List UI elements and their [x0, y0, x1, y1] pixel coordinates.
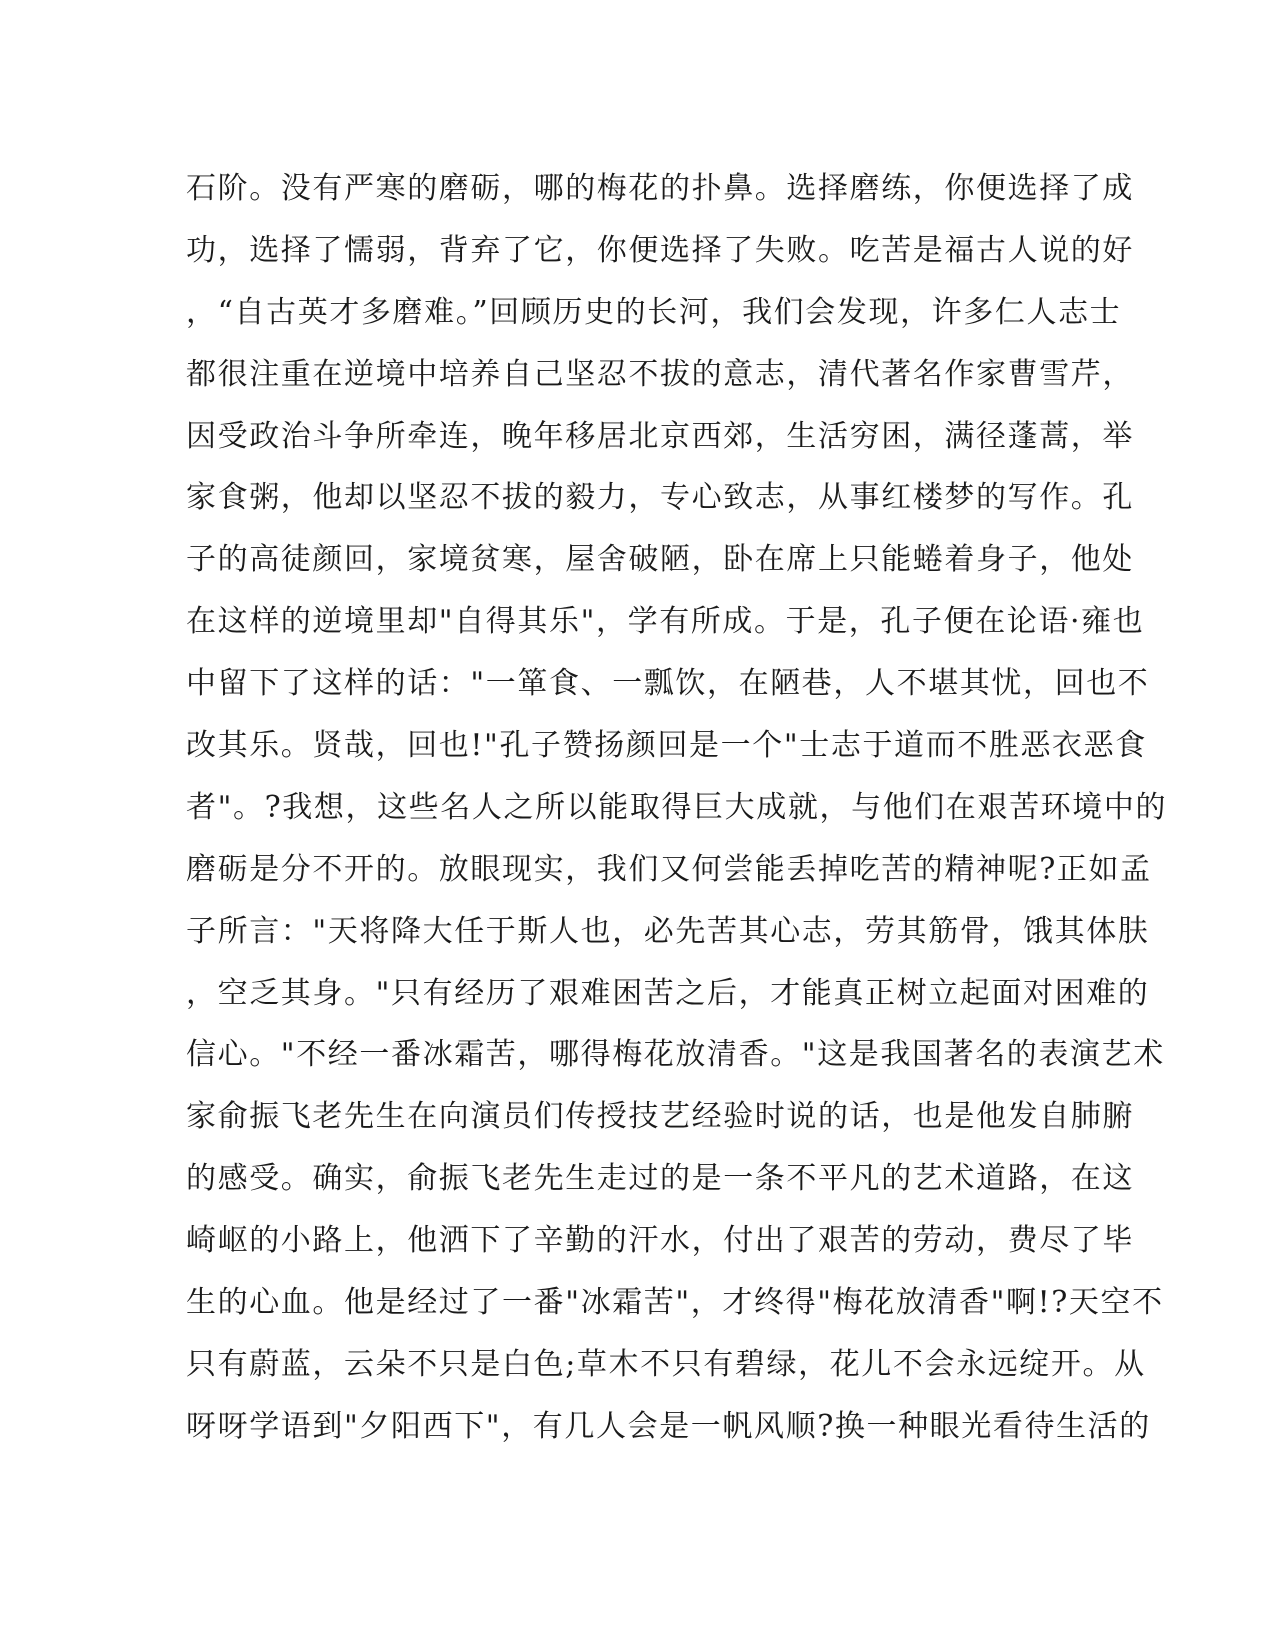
text-line: 都很注重在逆境中培养自己坚忍不拔的意志，清代著名作家曹雪芹， — [186, 356, 1134, 392]
text-line: ，“自古英才多磨难。”回顾历史的长河，我们会发现，许多仁人志士 — [186, 294, 1122, 330]
text-line: 在这样的逆境里却"自得其乐"，学有所成。于是，孔子便在论语·雍也 — [186, 604, 1145, 640]
text-line: 崎岖的小路上，他洒下了辛勤的汗水，付出了艰苦的劳动，费尽了毕 — [186, 1223, 1134, 1259]
text-line: 改其乐。贤哉，回也!"孔子赞扬颜回是一个"士志于道而不胜恶衣恶食 — [186, 728, 1147, 764]
body-text — [186, 158, 1168, 1458]
text-line: 家食粥，他却以坚忍不拔的毅力，专心致志，从事红楼梦的写作。孔 — [186, 480, 1134, 516]
text-line: 石阶。没有严寒的磨砺，哪的梅花的扑鼻。选择磨练，你便选择了成 — [186, 171, 1134, 206]
text-line: 子所言："天将降大任于斯人也，必先苦其心志，劳其筋骨，饿其体肤 — [186, 913, 1150, 949]
text-line: 者"。?我想，这些名人之所以能取得巨大成就，与他们在艰苦环境中的 — [186, 789, 1168, 825]
text-line: 中留下了这样的话："一箪食、一瓢饮，在陋巷，人不堪其忧，回也不 — [186, 666, 1150, 702]
text-line: ，空乏其身。"只有经历了艰难困苦之后，才能真正树立起面对困难的 — [186, 975, 1150, 1011]
text-line: 生的心血。他是经过了一番"冰霜苦"，才终得"梅花放清香"啊!?天空不 — [186, 1285, 1164, 1321]
text-line: 的感受。确实，俞振飞老先生走过的是一条不平凡的艺术道路，在这 — [186, 1161, 1134, 1197]
text-line: 家俞振飞老先生在向演员们传授技艺经验时说的话，也是他发自肺腑 — [186, 1099, 1134, 1135]
text-line: 呀呀学语到"夕阳西下"，有几人会是一帆风顺?换一种眼光看待生活的 — [186, 1408, 1151, 1444]
text-line: 只有蔚蓝，云朵不只是白色;草木不只有碧绿，花儿不会永远绽开。从 — [186, 1346, 1146, 1382]
text-line: 磨砺是分不开的。放眼现实，我们又何尝能丢掉吃苦的精神呢?正如孟 — [186, 851, 1152, 887]
text-line: 信心。"不经一番冰霜苦，哪得梅花放清香。"这是我国著名的表演艺术 — [186, 1037, 1165, 1073]
text-line: 因受政治斗争所牵连，晚年移居北京西郊，生活穷困，满径蓬蒿，举 — [186, 418, 1134, 454]
text-line: 功，选择了懦弱，背弃了它，你便选择了失败。吃苦是福古人说的好 — [186, 232, 1134, 268]
text-line: 子的高徒颜回，家境贫寒，屋舍破陋，卧在席上只能蜷着身子，他处 — [186, 542, 1134, 578]
